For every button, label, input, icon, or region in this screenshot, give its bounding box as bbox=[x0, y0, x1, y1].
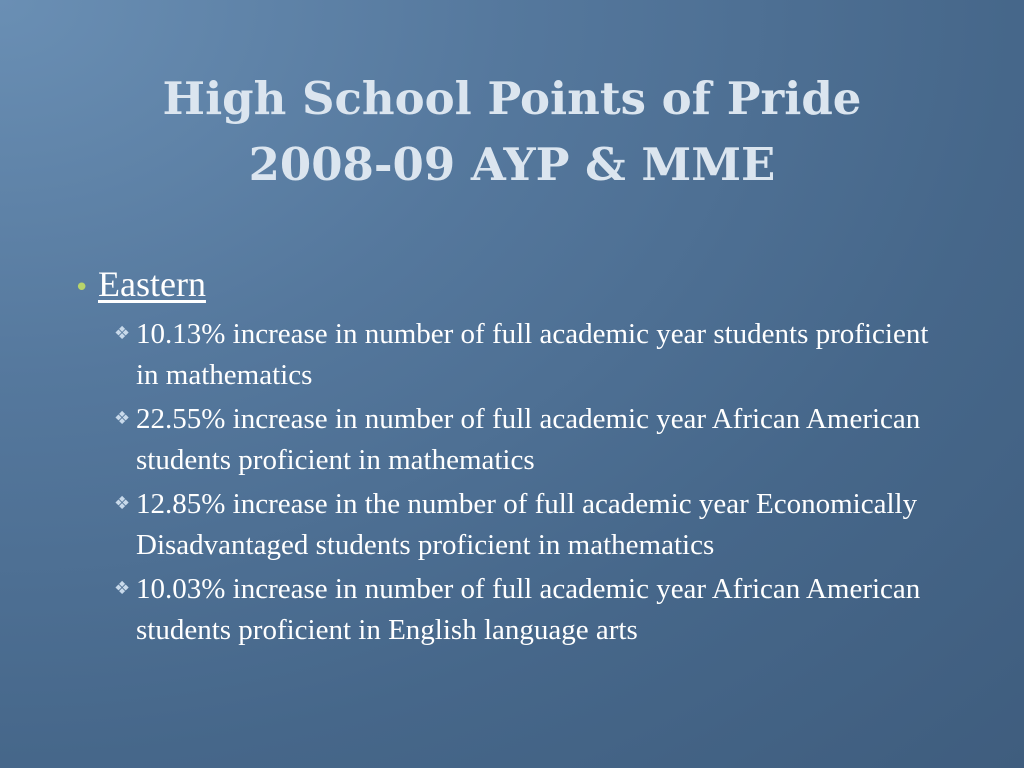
diamond-bullet-icon: ❖ bbox=[114, 408, 131, 429]
list-item bbox=[114, 484, 974, 565]
list-item-text: 22.55% increase in number of full academic year African American students proficient in mathematics bbox=[136, 403, 921, 476]
list-item-text: 12.85% increase in the number of full academic year Economically Disadvantaged students proficient in mathematics bbox=[136, 488, 918, 561]
slide-title-line-2: 2008-09 AYP & MME bbox=[248, 138, 776, 191]
section-heading-eastern: Eastern bbox=[98, 264, 206, 304]
slide-title bbox=[40, 66, 984, 198]
diamond-bullet-icon: ❖ bbox=[114, 578, 131, 599]
list-item-text: 10.13% increase in number of full academic year students proficient in mathematics bbox=[136, 318, 929, 391]
list-item bbox=[114, 314, 974, 395]
section-heading-row bbox=[74, 262, 974, 310]
list-item-text: 10.03% increase in number of full academic year African American students proficient in English language arts bbox=[136, 573, 921, 646]
diamond-bullet-icon: ❖ bbox=[114, 493, 131, 514]
slide-title-line-1: High School Points of Pride bbox=[162, 72, 862, 125]
list-item bbox=[114, 569, 974, 650]
diamond-bullet-icon: ❖ bbox=[114, 323, 131, 344]
bullet-dot-icon: • bbox=[74, 273, 90, 303]
list-item bbox=[114, 399, 974, 480]
points-list bbox=[74, 314, 974, 650]
slide-body bbox=[74, 262, 974, 654]
